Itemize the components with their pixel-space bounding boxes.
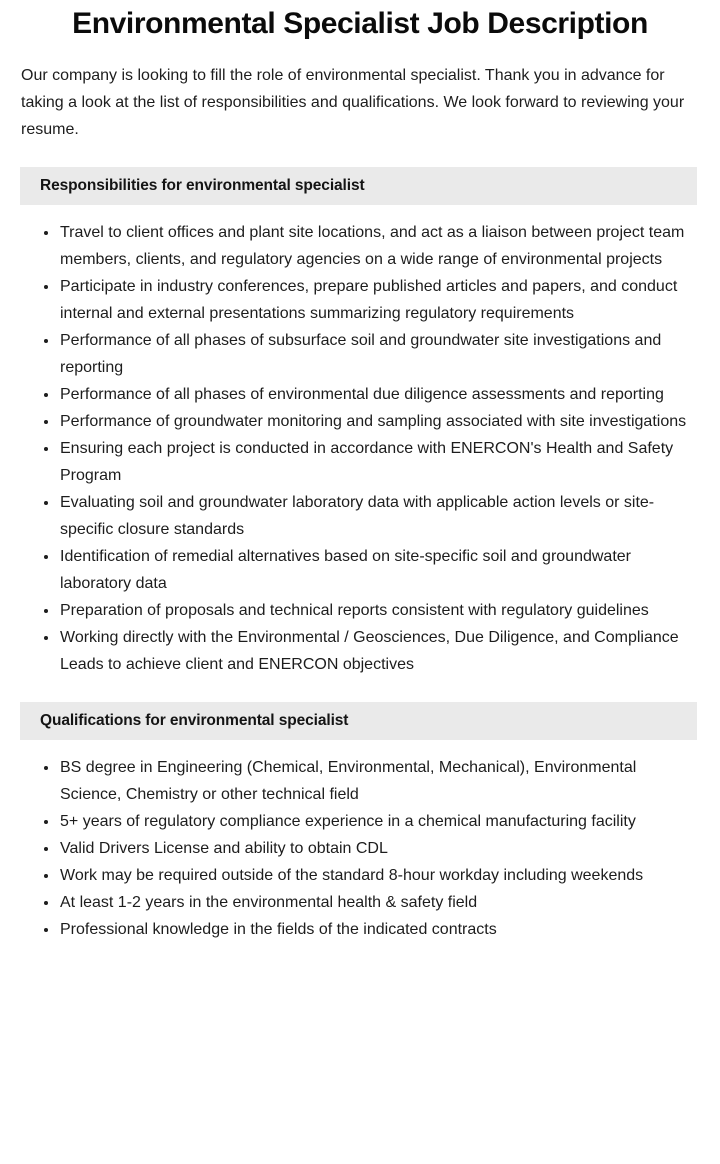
section-header-label: Qualifications for environmental specialist xyxy=(40,712,349,729)
list-item: Working directly with the Environmental / Geosciences, Due Diligence, and Compliance Leads to achieve client and ENERCON objectives xyxy=(0,624,720,678)
list-item: Travel to client offices and plant site locations, and act as a liaison between project team members, clients, and regulatory agencies on a wide range of environmental projects xyxy=(0,219,720,273)
list-item: At least 1-2 years in the environmental health & safety field xyxy=(0,889,720,916)
list-item: Valid Drivers License and ability to obtain CDL xyxy=(0,835,720,862)
list-item: Performance of all phases of environmental due diligence assessments and reporting xyxy=(0,381,720,408)
list-item: 5+ years of regulatory compliance experience in a chemical manufacturing facility xyxy=(0,808,720,835)
section-header-qualifications xyxy=(20,702,697,740)
section-header-label: Responsibilities for environmental specialist xyxy=(40,177,365,194)
responsibilities-list xyxy=(0,205,720,678)
intro-paragraph: Our company is looking to fill the role of environmental specialist. Thank you in advance for taking a look at the list of responsibilities and qualifications. We look forward to reviewing your resume. xyxy=(21,67,685,138)
qualifications-list xyxy=(0,740,720,943)
list-item: Professional knowledge in the fields of the indicated contracts xyxy=(0,916,720,943)
section-responsibilities xyxy=(0,167,720,678)
list-item: Participate in industry conferences, prepare published articles and papers, and conduct internal and external presentations summarizing regulatory requirements xyxy=(0,273,720,327)
bottom-spacer xyxy=(0,943,720,961)
section-qualifications xyxy=(0,702,720,943)
list-item: Work may be required outside of the standard 8-hour workday including weekends xyxy=(0,862,720,889)
list-item: Identification of remedial alternatives based on site-specific soil and groundwater laboratory data xyxy=(0,543,720,597)
list-item: Preparation of proposals and technical reports consistent with regulatory guidelines xyxy=(0,597,720,624)
list-item: Ensuring each project is conducted in accordance with ENERCON's Health and Safety Program xyxy=(0,435,720,489)
list-item: Performance of all phases of subsurface soil and groundwater site investigations and reporting xyxy=(0,327,720,381)
section-header-responsibilities xyxy=(20,167,697,205)
list-item: Evaluating soil and groundwater laboratory data with applicable action levels or site-specific closure standards xyxy=(0,489,720,543)
page-title: Environmental Specialist Job Description xyxy=(72,7,648,40)
list-item: BS degree in Engineering (Chemical, Environmental, Mechanical), Environmental Science, Chemistry or other technical field xyxy=(0,754,720,808)
list-item: Performance of groundwater monitoring and sampling associated with site investigations xyxy=(0,408,720,435)
